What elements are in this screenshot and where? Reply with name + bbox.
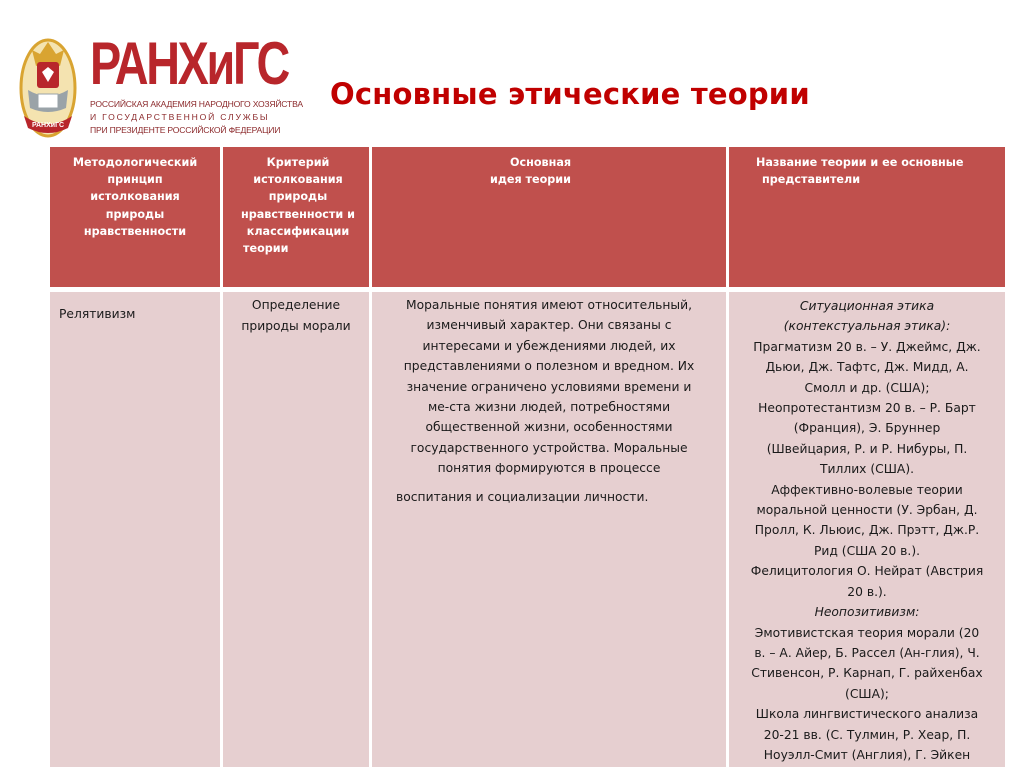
logo-subtitle-line: И ГОСУДАРСТВЕННОЙ СЛУЖБЫ [90, 112, 270, 122]
header-text: представители [762, 173, 861, 187]
theory-line: Пролл, К. Льюис, Дж. Прэтт, Дж.Р. [754, 523, 980, 538]
coat-of-arms-emblem-icon [18, 32, 78, 140]
header-text: истолкования [90, 190, 180, 204]
theory-line: Эмотивистская теория морали (20 [754, 625, 980, 640]
theory-line: моральной ценности (У. Эрбан, Д. [756, 503, 978, 518]
ranepa-logo [10, 28, 303, 143]
header-text: природы [268, 190, 328, 204]
cell-criterion [223, 292, 369, 767]
theory-line: Ситуационная этика [799, 299, 935, 313]
theory-line: Рид (США 20 в.). [813, 543, 921, 558]
header-cell-criterion [223, 147, 369, 287]
idea-text: воспитания и социализации личности. [396, 489, 649, 504]
idea-text: значение ограничено условиями времени и [406, 379, 692, 394]
table-header-row [50, 147, 1005, 287]
ethics-theories-table [50, 147, 1005, 767]
logo-wordmark: РАНХиГС [90, 30, 289, 97]
header-text: Методологический [72, 156, 198, 169]
theory-line: 20 в.). [847, 584, 887, 599]
header-text: классификации [246, 224, 350, 238]
theory-line: Смолл и др. (США); [804, 380, 930, 395]
svg-text:РАНХиГС: РАНХиГС [31, 122, 65, 129]
theory-line: 20-21 вв. (С. Тулмин, Р. Хеар, П. [763, 727, 971, 742]
theory-line: Тиллих (США). [819, 462, 915, 477]
theory-line: Школа лингвистического анализа [755, 707, 979, 722]
header-cell-method-principle [50, 147, 220, 287]
theory-line: (Франция), Э. Бруннер [793, 421, 941, 436]
header-cell-theory-name [729, 147, 1005, 287]
theory-line: Неопротестантизм 20 в. – Р. Барт [758, 401, 976, 416]
header-text: Название теории и ее основные [756, 156, 964, 169]
header-text: Основная [510, 156, 572, 169]
header-text: идея теории [490, 173, 571, 187]
header-text: принцип [107, 173, 163, 187]
header-text: природы [105, 207, 165, 221]
theory-line: Прагматизм 20 в. – У. Джеймс, Дж. [753, 339, 981, 354]
idea-text: государственного устройства. Моральные [410, 440, 688, 455]
theory-line: Неопозитивизм: [814, 605, 920, 620]
table-row [50, 292, 1005, 767]
idea-text: изменчивый характер. Они связаны с [426, 318, 672, 333]
idea-text: общественной жизни, особенностями [425, 420, 673, 435]
logo-subtitle [90, 98, 303, 137]
theory-line: Стивенсон, Р. Карнап, Г. райхенбах [751, 666, 983, 681]
idea-text: интересами и убеждениями людей, их [422, 338, 676, 353]
header-text: истолкования [253, 173, 343, 187]
theory-line: Ноуэлл-Смит (Англия), Г. Эйкен [763, 747, 971, 762]
theories-list [729, 292, 1005, 765]
principle-text: Релятивизм [59, 307, 136, 321]
criterion-text: природы морали [241, 318, 351, 333]
theory-line: Фелицитология О. Нейрат (Австрия [750, 564, 984, 579]
cell-principle [50, 292, 220, 767]
header-text: нравственности и [241, 207, 355, 221]
header-text: теории [243, 242, 289, 256]
idea-text: понятия формируются в процессе [437, 461, 661, 476]
cell-main-idea [372, 292, 726, 767]
page-title: Основные этические теории [330, 77, 810, 111]
theory-line: (контекстуальная этика): [783, 319, 951, 334]
theory-line: (США); [845, 686, 889, 701]
theory-line: (Швейцария, Р. и Р. Нибуры, П. [766, 441, 968, 456]
logo-subtitle-line: РОССИЙСКАЯ АКАДЕМИЯ НАРОДНОГО ХОЗЯЙСТВА [90, 99, 303, 109]
cell-theories [729, 292, 1005, 767]
idea-text: представлениями о полезном и вредном. Их [403, 359, 695, 374]
logo-subtitle-line: ПРИ ПРЕЗИДЕНТЕ РОССИЙСКОЙ ФЕДЕРАЦИИ [90, 125, 281, 135]
idea-text: ме-ста жизни людей, потребностями [427, 400, 671, 415]
criterion-text: Определение [251, 298, 341, 312]
header-text: Критерий [266, 156, 330, 169]
theory-line: Аффективно-волевые теории [771, 482, 963, 497]
theory-line: Дьюи, Дж. Тафтс, Дж. Мидд, А. [765, 360, 969, 375]
header-cell-main-idea [372, 147, 726, 287]
header-text: нравственности [83, 224, 187, 238]
idea-text: Моральные понятия имеют относительный, [405, 298, 692, 312]
theory-line: в. – А. Айер, Б. Рассел (Ан-глия), Ч. [754, 645, 980, 660]
